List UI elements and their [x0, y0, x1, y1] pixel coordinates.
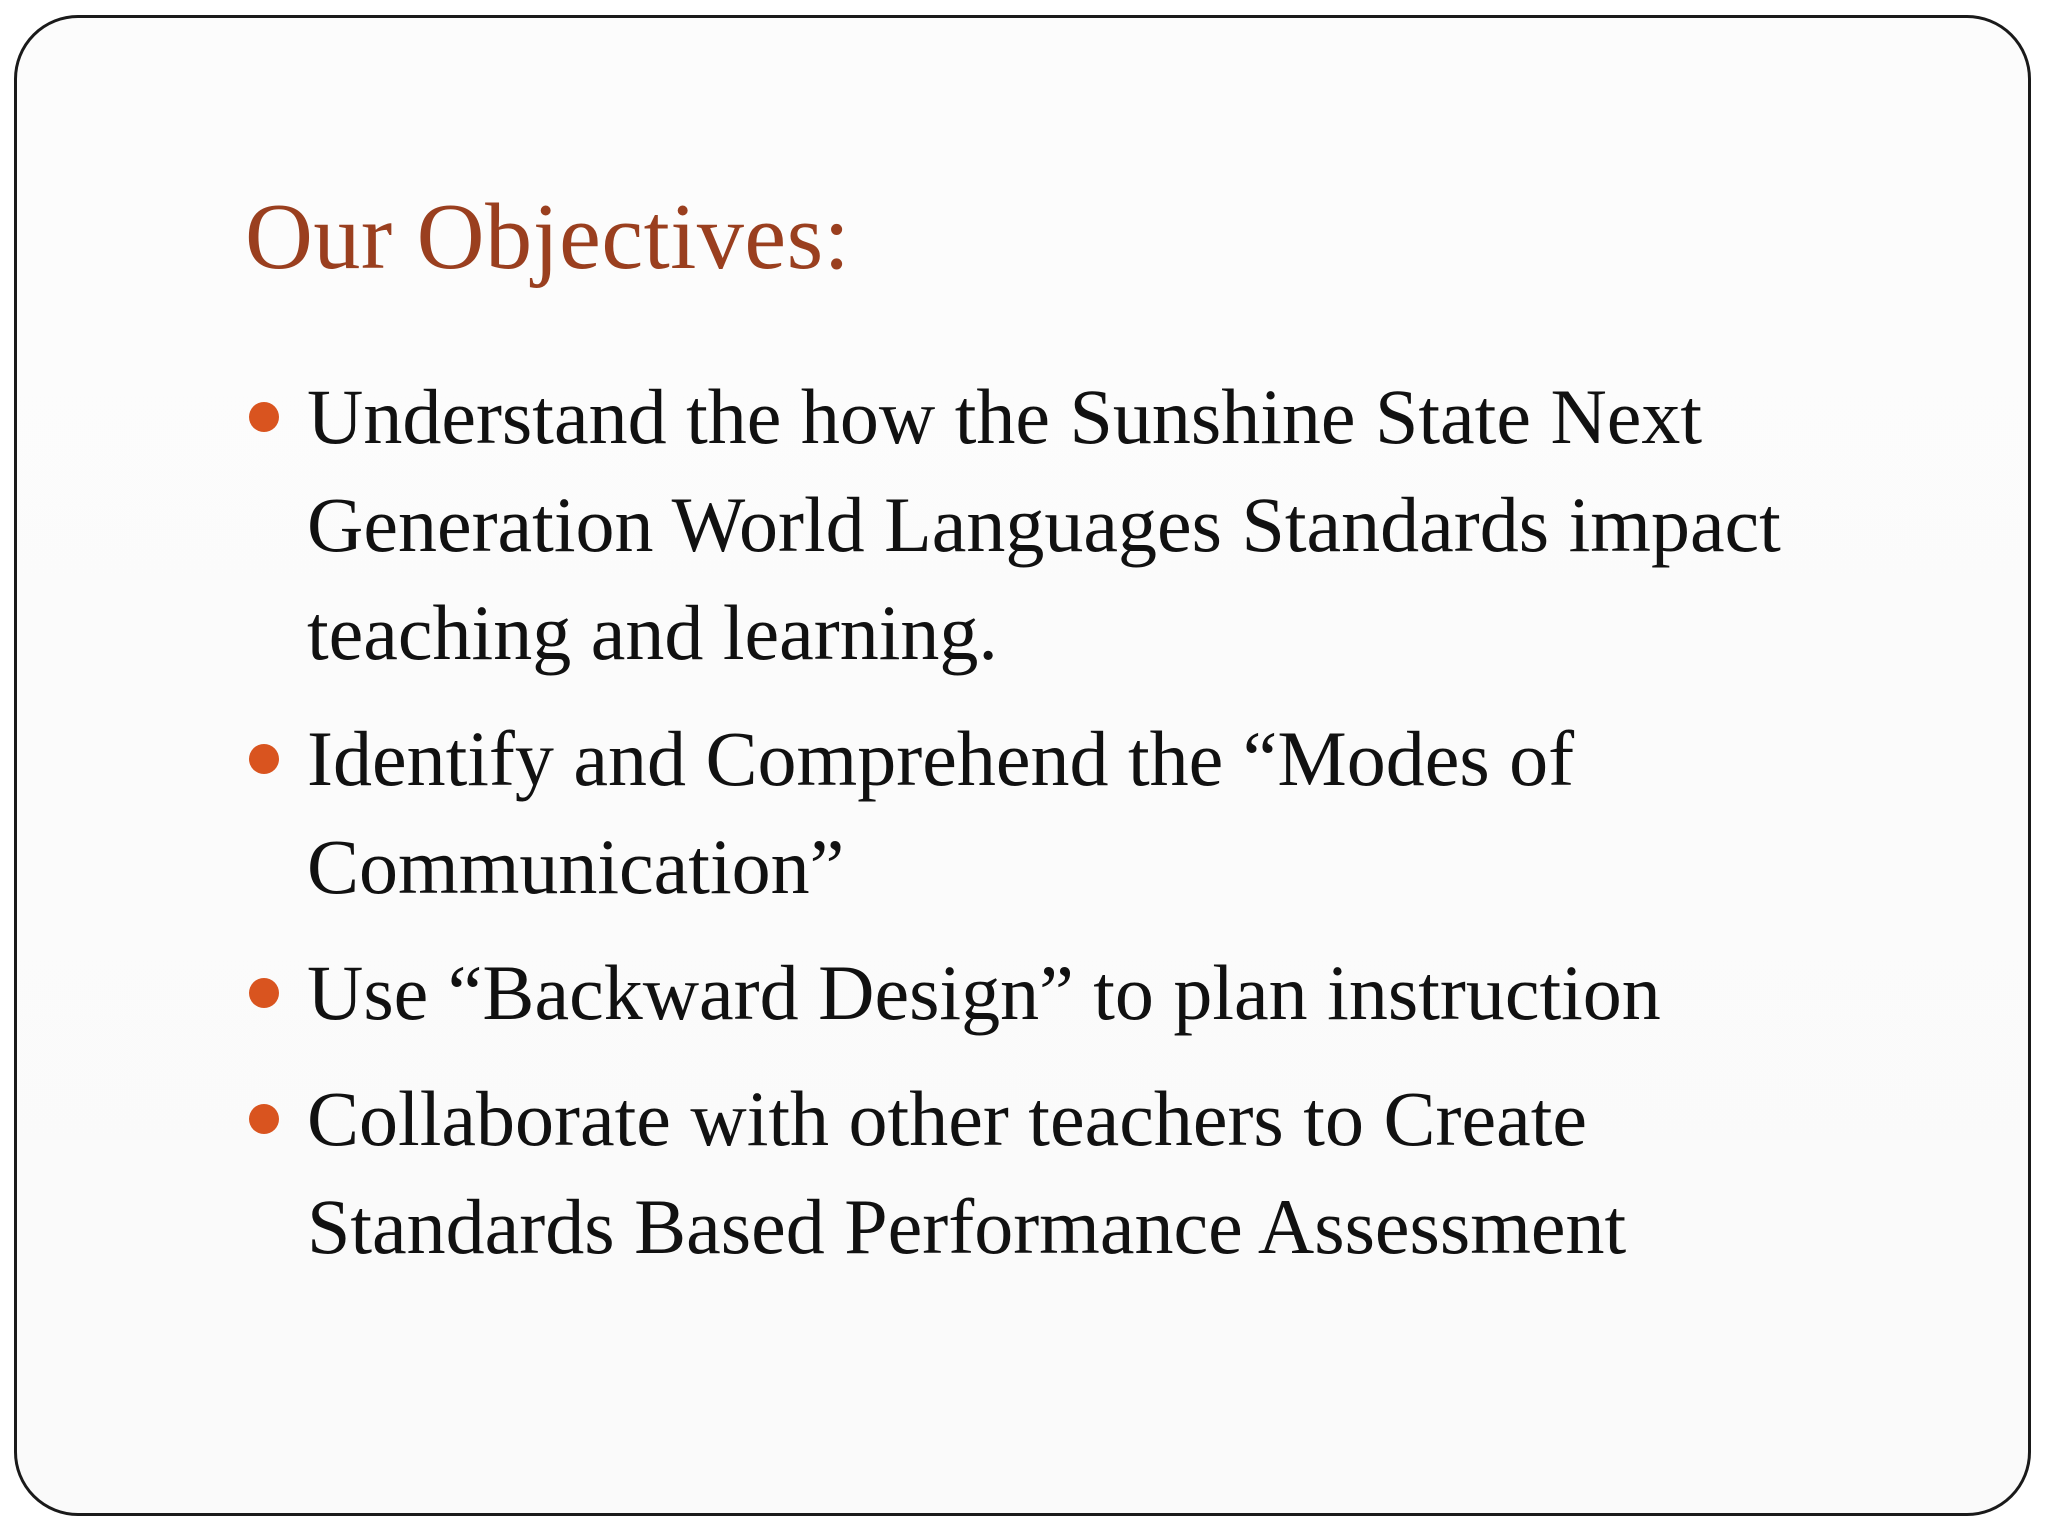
bullet-item [245, 1065, 1885, 1281]
bullet-dot-icon [249, 402, 279, 432]
bullet-text: Collaborate with other teachers to Create Standards Based Performance Assessment [307, 1075, 1627, 1270]
bullet-item [245, 363, 1885, 687]
bullet-dot-icon [249, 1104, 279, 1134]
bullet-dot-icon [249, 744, 279, 774]
bullet-item [245, 705, 1885, 921]
slide-frame [14, 15, 2031, 1516]
bullet-text: Understand the how the Sunshine State Next Generation World Languages Standards impact teaching and learning. [307, 373, 1781, 676]
bullet-list [245, 363, 1885, 1299]
bullet-text: Identify and Comprehend the “Modes of Communication” [307, 715, 1575, 910]
bullet-text: Use “Backward Design” to plan instruction [307, 949, 1661, 1036]
bullet-dot-icon [249, 978, 279, 1008]
bullet-item [245, 939, 1885, 1047]
slide-title: Our Objectives: [245, 185, 851, 289]
